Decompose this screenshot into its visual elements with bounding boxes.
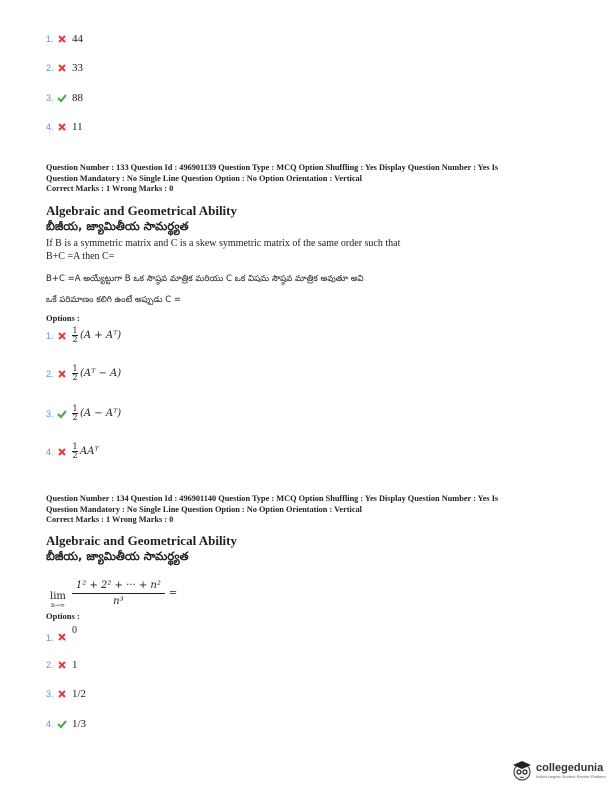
option-number: 2. [46, 63, 54, 73]
option-number: 2. [46, 368, 54, 379]
prev-option-1 [46, 33, 83, 45]
formula-expr: (A − Aᵀ) [80, 408, 122, 419]
option-formula [72, 327, 121, 344]
option-formula [72, 405, 121, 422]
wrong-icon [56, 631, 68, 643]
question-text [46, 237, 400, 263]
frac-numerator: 1 [72, 442, 78, 451]
q134-option-3 [46, 688, 86, 700]
wrong-icon [56, 659, 68, 671]
frac-denominator: 2 [72, 451, 78, 460]
frac-denominator: 2 [72, 373, 78, 382]
option-text: 1/3 [72, 718, 87, 730]
check-icon [56, 92, 68, 104]
option-text: 11 [72, 121, 83, 133]
q133-option-3 [46, 405, 121, 422]
limit-formula [50, 577, 177, 609]
subject-title: Algebraic and Geometrical Ability [46, 533, 238, 548]
limit-operator [50, 591, 66, 609]
check-icon [56, 718, 68, 730]
option-number: 1. [46, 633, 54, 643]
logo-name: collegedunia [536, 761, 604, 774]
check-icon [56, 408, 68, 420]
option-number: 2. [46, 660, 54, 670]
question-text-telugu-2: ఒకే పరిమాణం కలిగి ఉంటే అప్పుడు C = [46, 295, 182, 305]
collegedunia-logo [510, 758, 606, 782]
wrong-icon [56, 446, 68, 458]
meta-line-3: Correct Marks : 1 Wrong Marks : 0 [46, 515, 174, 524]
prev-option-3 [46, 92, 83, 104]
equals-sign: = [168, 587, 178, 599]
meta-line-1: Question Number : 133 Question Id : 496901139 Question Type : MCQ Option Shuffling : Yes Display Question Number : Yes Is [46, 163, 499, 172]
wrong-icon [56, 62, 68, 74]
fraction [72, 327, 78, 344]
option-number: 3. [46, 93, 54, 103]
option-number: 1. [46, 330, 54, 341]
options-label: Options : [46, 611, 80, 621]
q133-option-1 [46, 327, 121, 344]
subject-title-telugu: బీజీయ, జ్యామితీయ సామర్థ్యత [46, 219, 189, 233]
frac-numerator: 1 [72, 326, 78, 335]
question-line-1: If B is a symmetric matrix and C is a skew symmetric matrix of the same order such that [46, 238, 401, 249]
option-text: 1/2 [72, 688, 87, 700]
q134-option-4 [46, 718, 86, 730]
q134-option-2 [46, 659, 78, 671]
meta-line-2: Question Mandatory : No Single Line Question Option : No Option Orientation : Vertical [46, 504, 362, 514]
meta-line-3: Correct Marks : 1 Wrong Marks : 0 [46, 184, 174, 193]
q134-option-1 [46, 625, 77, 643]
wrong-icon [56, 330, 68, 342]
prev-option-2 [46, 62, 83, 74]
logo-tagline: India's largest Student Review Platform [536, 773, 606, 779]
q133-option-4 [46, 443, 99, 460]
prev-option-4 [46, 121, 83, 133]
frac-denominator: 2 [72, 413, 78, 422]
option-number: 4. [46, 446, 54, 457]
options-label: Options : [46, 313, 80, 323]
frac-numerator: 1 [72, 364, 78, 373]
q133-option-2 [46, 365, 121, 382]
formula-expr: AAᵀ [80, 446, 99, 457]
frac-numerator: 1 [72, 404, 78, 413]
limit-fraction [72, 580, 165, 607]
option-number: 4. [46, 122, 54, 132]
lim-subscript: n→∞ [51, 602, 65, 609]
limit-denominator: n³ [113, 595, 124, 607]
limit-numerator: 1² + 2² + ··· + n² [75, 579, 161, 591]
question-line-2: B+C =A then C= [46, 251, 115, 262]
option-text: 1 [72, 659, 78, 671]
subject-title: Algebraic and Geometrical Ability [46, 203, 238, 218]
option-number: 4. [46, 719, 54, 729]
option-text: 88 [72, 92, 83, 104]
meta-line-1: Question Number : 134 Question Id : 496901140 Question Type : MCQ Option Shuffling : Yes Display Question Number : Yes Is [46, 494, 499, 503]
option-number: 3. [46, 408, 54, 419]
wrong-icon [56, 121, 68, 133]
wrong-icon [56, 688, 68, 700]
fraction [72, 405, 78, 422]
formula-expr: (A + Aᵀ) [80, 330, 122, 341]
fraction [72, 443, 78, 460]
option-text: 44 [72, 33, 83, 45]
option-formula [72, 365, 121, 382]
wrong-icon [56, 368, 68, 380]
frac-denominator: 2 [72, 335, 78, 344]
option-formula [72, 443, 99, 460]
meta-line-2: Question Mandatory : No Single Line Question Option : No Option Orientation : Vertical [46, 173, 362, 183]
option-number: 3. [46, 689, 54, 699]
question-text-telugu-1: B+C =A అయ్యేట్టుగా B ఒక సౌష్ఠవ మాత్రిక మరియు C ఒక విషమ సౌష్ఠవ మాత్రిక అవుతూ అవి [46, 274, 364, 284]
lim-text: lim [50, 591, 66, 602]
option-text: 33 [72, 62, 83, 74]
option-text: 0 [72, 625, 77, 636]
formula-expr: (Aᵀ − A) [80, 368, 122, 379]
question-meta [46, 494, 498, 526]
fraction [72, 365, 78, 382]
subject-title-telugu: బీజీయ, జ్యామితీయ సామర్థ్యత [46, 549, 189, 563]
question-meta [46, 163, 498, 195]
option-number: 1. [46, 34, 54, 44]
graduate-mascot-icon [510, 758, 534, 782]
wrong-icon [56, 33, 68, 45]
